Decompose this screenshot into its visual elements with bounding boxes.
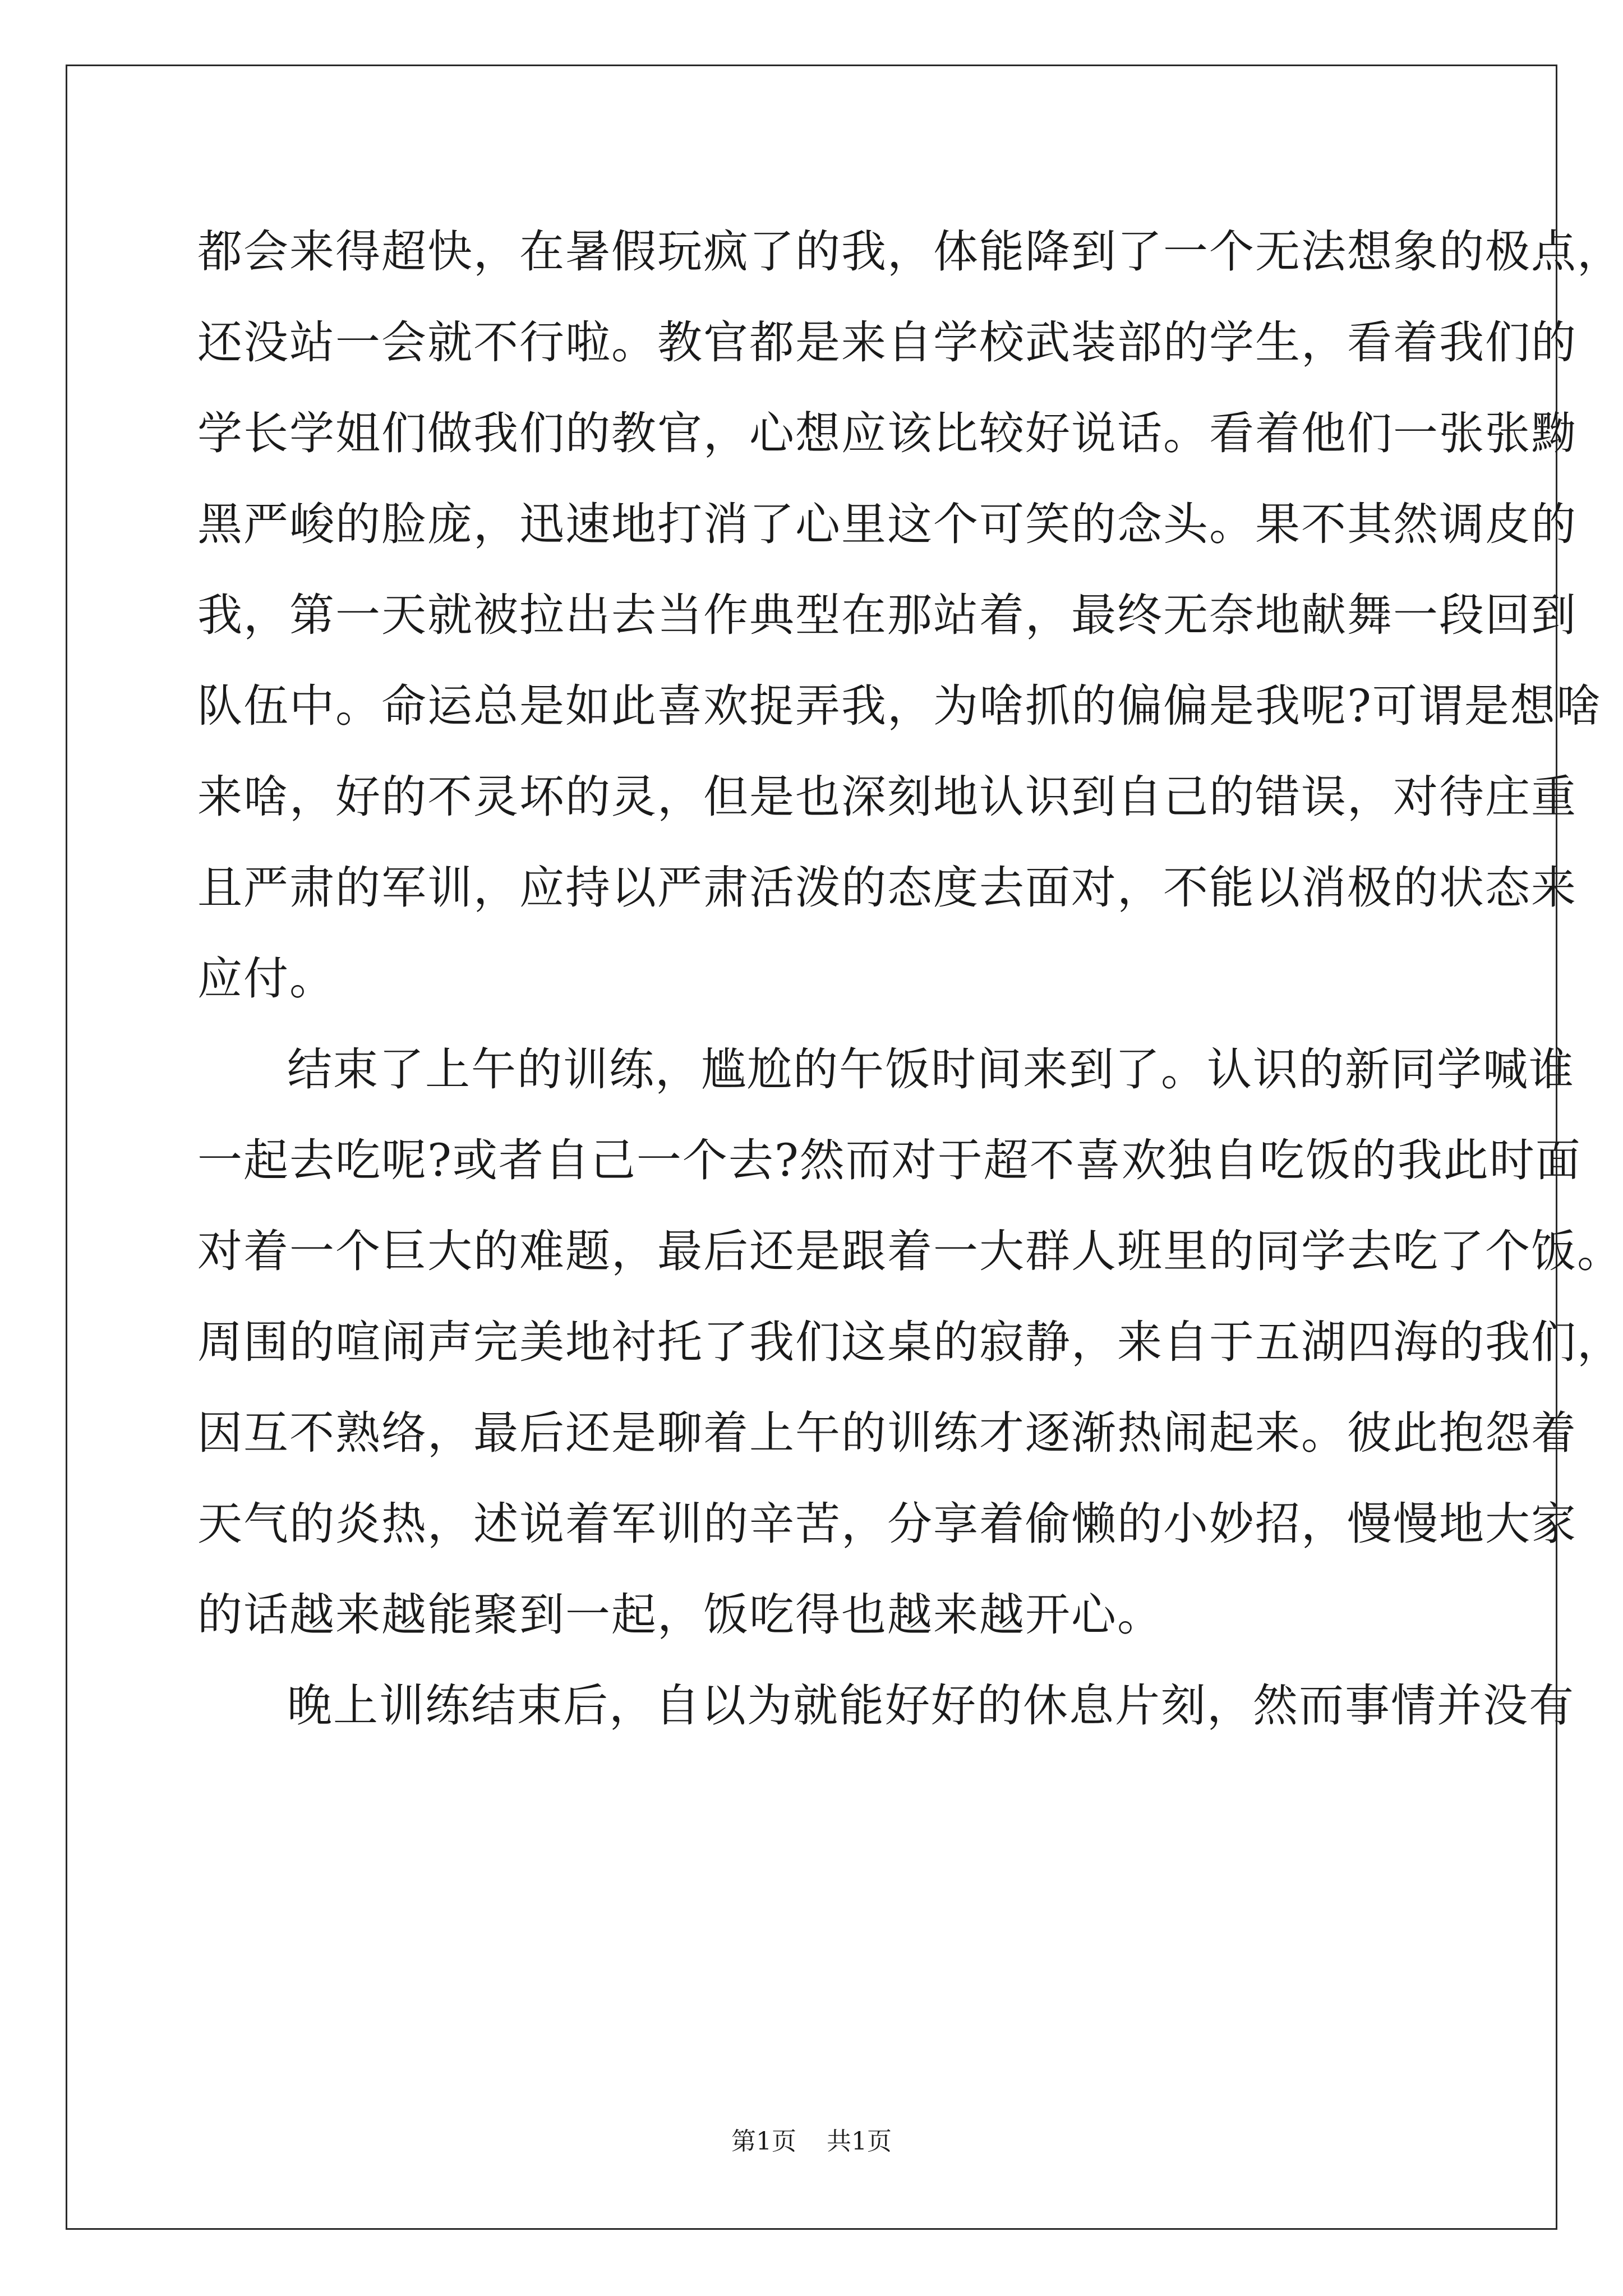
text-line: 我，第一天就被拉出去当作典型在那站着，最终无奈地献舞一段回到 bbox=[197, 589, 1577, 641]
page-footer bbox=[0, 2125, 1623, 2159]
text-line: 黑严峻的脸庞，迅速地打消了心里这个可笑的念头。果不其然调皮的 bbox=[197, 498, 1577, 550]
text-line: 应付。 bbox=[197, 953, 335, 1005]
text-line: 因互不熟络，最后还是聊着上午的训练才逐渐热闹起来。彼此抱怨着 bbox=[197, 1407, 1577, 1459]
text-line: 周围的喧闹声完美地衬托了我们这桌的寂静，来自于五湖四海的我们， bbox=[197, 1316, 1623, 1368]
text-line: 还没站一会就不行啦。教官都是来自学校武装部的学生，看着我们的 bbox=[197, 316, 1577, 369]
text-line: 一起去吃呢?或者自己一个去?然而对于超不喜欢独自吃饭的我此时面 bbox=[197, 1134, 1581, 1186]
document-body bbox=[197, 206, 1623, 1751]
text-line: 的话越来越能聚到一起，饭吃得也越来越开心。 bbox=[197, 1589, 1163, 1641]
text-line: 且严肃的军训，应持以严肃活泼的态度去面对，不能以消极的状态来 bbox=[197, 862, 1577, 914]
text-line: 晚上训练结束后，自以为就能好好的休息片刻，然而事情并没有 bbox=[287, 1680, 1575, 1732]
page-number-total: 共1页 bbox=[827, 2127, 892, 2156]
text-line: 都会来得超快，在暑假玩疯了的我，体能降到了一个无法想象的极点， bbox=[197, 226, 1623, 278]
text-line: 结束了上午的训练，尴尬的午饭时间来到了。认识的新同学喊谁 bbox=[287, 1043, 1575, 1096]
text-line: 对着一个巨大的难题，最后还是跟着一大群人班里的同学去吃了个饭。 bbox=[197, 1225, 1623, 1277]
text-line: 学长学姐们做我们的教官，心想应该比较好说话。看着他们一张张黝 bbox=[197, 407, 1577, 459]
text-line: 队伍中。命运总是如此喜欢捉弄我，为啥抓的偏偏是我呢?可谓是想啥 bbox=[197, 680, 1602, 732]
text-line: 天气的炎热，述说着军训的辛苦，分享着偷懒的小妙招，慢慢地大家 bbox=[197, 1498, 1577, 1550]
page-number-current: 第1页 bbox=[731, 2127, 796, 2156]
text-line: 来啥，好的不灵坏的灵，但是也深刻地认识到自己的错误，对待庄重 bbox=[197, 771, 1577, 823]
